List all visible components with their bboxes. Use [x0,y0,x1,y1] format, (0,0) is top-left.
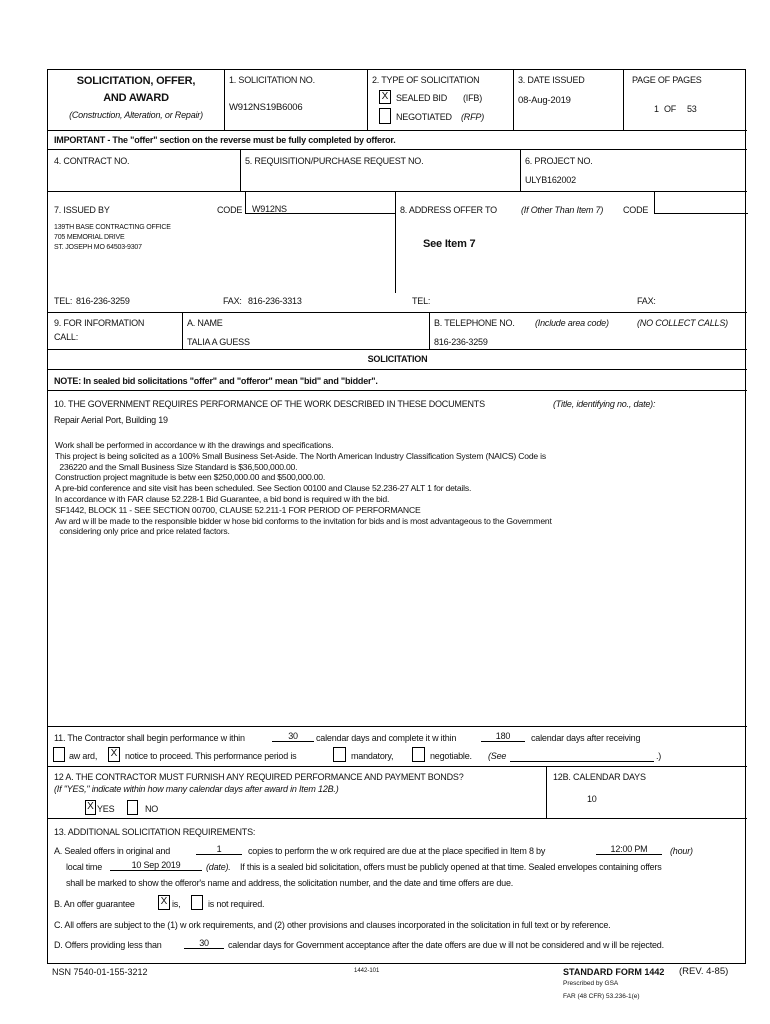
item11-text1: 11. The Contractor shall begin performance w ithin [54,733,245,743]
sealed-bid-checkbox[interactable]: X [379,90,391,104]
project-no-label: 6. PROJECT NO. [525,156,593,166]
negotiable-label: negotiable. [430,751,472,761]
mandatory-checkbox[interactable] [333,747,346,762]
requisition-cell [240,149,520,191]
guarantee-not-label: is not required. [208,899,265,909]
footer-prescribed: Prescribed by GSA [563,980,619,987]
negotiated-abbr: (RFP) [461,112,484,122]
award-checkbox[interactable] [53,747,65,762]
issuer-tel: 816-236-3259 [76,296,130,306]
item13c-text: C. All offers are subject to the (1) w ork requirements, and (2) other provisions and clauses incorporated in the solicitation in full text or by reference. [54,920,611,930]
info-name-cell [182,312,429,349]
see-end: .) [656,751,662,761]
item13a-date-note: (date). [206,862,231,872]
item10-line: This project is being solicited as a 100% Small Business Set-Aside. The North American Industry Classification System (NAICS) Code is [55,450,546,461]
info-call-label-1: 9. FOR INFORMATION [54,318,145,328]
solicitation-no-label: 1. SOLICITATION NO. [229,75,315,85]
issuer-line-2: 705 MEMORIAL DRIVE [54,234,125,241]
solicitation-type-label: 2. TYPE OF SOLICITATION [372,75,480,85]
item13a-text1: A. Sealed offers in original and [54,846,171,856]
issuer-fax-label: FAX: [223,296,242,306]
see-item: See Item 7 [423,238,476,250]
issuer-line-3: ST. JOSEPH MO 64503-9307 [54,244,142,251]
contract-no-cell [48,149,240,191]
item10-line: Aw ard w ill be made to the responsible bidder w hose bid conforms to the invitation for bids and is most advantageous to the Government [55,515,552,526]
negotiated-checkbox[interactable] [379,108,391,124]
issuer-fax: 816-236-3313 [248,296,302,306]
item10-line: SF1442, BLOCK 11 - SEE SECTION 00700, CLAUSE 52.211-1 FOR PERIOD OF PERFORMANCE [55,504,421,515]
solicitation-heading: SOLICITATION [367,354,428,364]
item12b-label: 12B. CALENDAR DAYS [553,772,646,782]
info-call-label-2: CALL: [54,332,79,342]
item13a-text3: local time [66,862,103,872]
page-of-pages-label: PAGE OF PAGES [632,75,702,85]
item11-complete-days[interactable]: 180 [481,731,525,742]
item12b-cell [546,766,747,818]
issuer-tel-label: TEL: [54,296,73,306]
issued-by-code[interactable]: W912NS [252,204,287,214]
issued-by-label: 7. ISSUED BY [54,205,110,215]
item13d-days[interactable]: 30 [184,938,224,949]
project-no[interactable]: ULYB162002 [525,175,576,185]
item13-cell [48,818,747,965]
note-row [48,369,747,390]
info-phone-note1: (Include area code) [535,318,609,328]
item11-text3: calendar days after receiving [531,733,641,743]
form-title-sub: (Construction, Alteration, or Repair) [69,110,203,120]
info-phone-label: B. TELEPHONE NO. [434,318,515,328]
item10-title: Repair Aerial Port, Building 19 [54,415,168,425]
item13d-text1: D. Offers providing less than [54,940,162,950]
item10-description [55,440,552,537]
page-of-pages-cell [623,70,747,130]
address-tel-label: TEL: [412,296,431,306]
item13d-text2: calendar days for Government acceptance after the date offers are due w ill not be considered and w ill be rejected. [228,940,664,950]
footer-rev: (REV. 4-85) [679,966,729,977]
see-label: (See [488,751,507,761]
item12a-note: (If "YES," indicate within how many calendar days after award in Item 12B.) [54,784,339,794]
project-no-cell [520,149,747,191]
address-offer-note: (If Other Than Item 7) [521,205,604,215]
guarantee-is-label: is, [172,899,181,909]
solicitation-type-cell [367,70,513,130]
info-name-label: A. NAME [187,318,223,328]
info-phone-note2: (NO COLLECT CALLS) [637,318,728,328]
item13a-text4: If this is a sealed bid solicitation, offers must be publicly opened at that time. Sealed envelopes containing offers [240,862,662,872]
issuer-line-1: 139TH BASE CONTRACTING OFFICE [54,224,171,231]
info-phone[interactable]: 816-236-3259 [434,337,488,347]
bonds-no-checkbox[interactable] [127,800,138,815]
info-call-cell [48,312,182,349]
bonds-yes-label: YES [97,804,115,814]
item10-label: 10. THE GOVERNMENT REQUIRES PERFORMANCE OF THE WORK DESCRIBED IN THESE DOCUMENTS [54,399,485,409]
see-blank[interactable] [510,761,654,762]
item12a-label: 12 A. THE CONTRACTOR MUST FURNISH ANY REQUIRED PERFORMANCE AND PAYMENT BONDS? [54,772,464,782]
footer-form: STANDARD FORM 1442 [563,967,665,977]
item10-line: A pre-bid conference and site visit has been scheduled. See Section 00100 and Clause 52.236-27 ALT 1 for details. [55,483,472,494]
item13a-time[interactable]: 12:00 PM [596,844,662,855]
issued-by-code-label: CODE [217,205,243,215]
bonds-yes-checkbox[interactable]: X [85,800,96,815]
issued-by-code-box [245,192,395,214]
date-issued-cell [513,70,623,130]
address-offer-cell [395,191,747,306]
item10-line: Construction project magnitude is betw een $250,000.00 and $500,000.00. [55,472,326,483]
ntp-checkbox[interactable]: X [108,747,120,762]
form-title-cell [48,70,224,130]
date-issued[interactable]: 08-Aug-2019 [518,95,571,106]
sealed-bid-abbr: (IFB) [463,93,482,103]
footer-nsn: NSN 7540-01-155-3212 [52,967,148,977]
bonds-no-label: NO [145,804,159,814]
item10-line: 236220 and the Small Business Size Standard is $36,500,000.00. [55,461,298,472]
ntp-label: notice to proceed. This performance period is [125,751,297,761]
solicitation-no-cell [224,70,367,130]
item11-begin-days[interactable]: 30 [272,731,314,742]
item10-line: Work shall be performed in accordance w ith the drawings and specifications. [55,440,334,450]
note-text: NOTE: In sealed bid solicitations "offer" and "offeror" mean "bid" and "bidder". [54,376,378,386]
page-current: 1 [654,104,659,114]
item12a-cell [48,766,546,818]
award-label: aw ard, [69,751,98,761]
important-text: IMPORTANT - The "offer" section on the reverse must be fully completed by offeror. [54,135,396,145]
item10-cell [48,390,747,750]
negotiated-label: NEGOTIATED [396,112,452,122]
item13a-text2: copies to perform the w ork required are due at the place specified in Item 8 by [248,846,546,856]
footer-code: 1442-101 [354,968,380,974]
item12b-days[interactable]: 10 [587,794,597,804]
contract-no-label: 4. CONTRACT NO. [54,156,130,166]
page-total: 53 [687,104,697,114]
item10-line: considering only price and price related factors. [55,526,230,537]
address-fax-label: FAX: [637,296,656,306]
guarantee-not-checkbox[interactable] [191,895,203,910]
requisition-label: 5. REQUISITION/PURCHASE REQUEST NO. [245,156,424,166]
solicitation-no[interactable]: W912NS19B6006 [229,102,303,113]
form-title-line1: SOLICITATION, OFFER, [76,75,196,87]
solicitation-form [47,69,746,964]
negotiable-checkbox[interactable] [412,747,425,762]
info-phone-cell [429,312,747,349]
sealed-bid-label: SEALED BID [396,93,448,103]
important-row [48,130,747,149]
form-title-line2: AND AWARD [103,92,169,104]
address-code-label: CODE [623,205,649,215]
guarantee-is-checkbox[interactable]: X [158,895,170,910]
item10-note: (Title, identifying no., date): [553,399,656,409]
address-code-box [654,192,748,214]
item13a-date[interactable]: 10 Sep 2019 [110,860,202,871]
item11-text2: calendar days and complete it w ithin [316,733,457,743]
item13a-text5: shall be marked to show the offeror's name and address, the solicitation number, and the date and time offers are due. [66,878,514,888]
date-issued-label: 3. DATE ISSUED [518,75,585,85]
address-offer-label: 8. ADDRESS OFFER TO [400,205,497,215]
item11-cell [48,726,747,766]
item13-label: 13. ADDITIONAL SOLICITATION REQUIREMENTS: [54,827,256,837]
solicitation-heading-row [48,349,747,369]
page-of: OF [664,104,677,114]
item13a-hour: (hour) [670,846,693,856]
info-name[interactable]: TALIA A GUESS [187,337,250,347]
mandatory-label: mandatory, [351,751,394,761]
issued-by-cell [48,191,395,306]
item13a-copies[interactable]: 1 [196,844,242,855]
item13b-text1: B. An offer guarantee [54,899,135,909]
item10-line: In accordance w ith FAR clause 52.228-1 Bid Guarantee, a bid bond is required w ith the bid. [55,493,390,504]
footer-far: FAR (48 CFR) 53.236-1(e) [563,993,640,1000]
